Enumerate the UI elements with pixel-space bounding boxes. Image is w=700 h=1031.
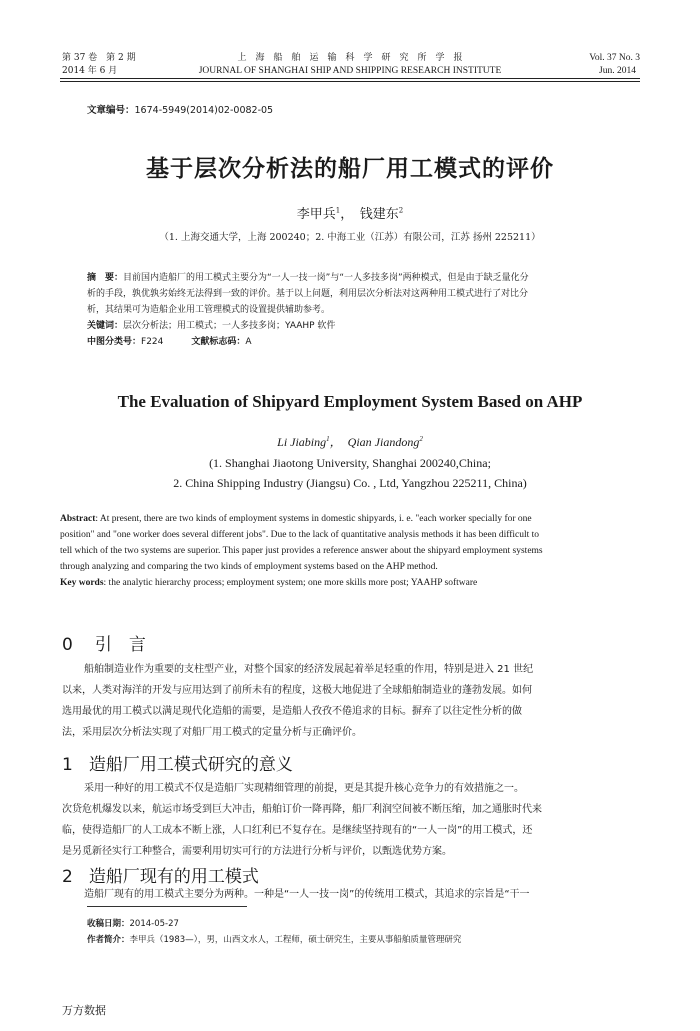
section-1-title: 造船厂用工模式研究的意义 [88,755,293,775]
footnote [87,916,647,948]
author-2-cn: 钱建东 [359,207,399,222]
section-0-title: 引 言 [94,635,146,655]
abstract-cn-label: 摘 要： [87,273,124,283]
section-2-number: 2 [62,867,73,887]
received-date: 2014-05-27 [129,919,179,929]
watermark-wanfang: 万方数据 [62,1004,106,1017]
section-1-line-3: 临，使得造船厂的人工成本不断上涨，人口红利已不复存在。是继续坚持现有的“一人一岗”的用工模式，还 [62,825,533,836]
header-date-cn: 2014 年 6 月 [62,66,118,76]
authors-cn [0,203,700,222]
section-0-line-1: 船舶制造业作为重要的支柱型产业，对整个国家的经济发展起着举足轻重的作用，特别是进入 21 世纪 [84,664,534,675]
abstract-cn-line-2: 析的手段，孰优孰劣始终无法得到一致的评价。基于以上问题，利用层次分析法对这两种用工模式进行了对比分 [87,289,529,299]
header-journal-en: JOURNAL OF SHANGHAI SHIP AND SHIPPING RESEARCH INSTITUTE [198,66,502,76]
author-bio: 李甲兵（1983—），男，山西文水人，工程师，硕士研究生，主要从事船舶质量管理研究 [129,935,462,945]
section-0-heading [62,630,146,655]
section-2-body [62,884,642,905]
section-1-number: 1 [62,755,73,775]
header-journal-cn: 上 海 船 舶 运 输 科 学 研 究 所 学 报 [237,53,463,63]
author-1-cn: 李甲兵 [296,207,336,222]
clc-value: F224 [141,337,164,347]
article-number [87,102,273,116]
section-1-body [62,778,642,862]
section-0-line-3: 选用最优的用工模式以满足现代化造船的需要，是造船人孜孜不倦追求的目标。摒弃了以往定性分析的做 [62,706,522,717]
keywords-cn: 层次分析法；用工模式；一人多技多岗；YAAHP 软件 [123,321,336,331]
doc-code-label: 文献标志码： [191,337,246,347]
author-bio-label: 作者简介： [87,935,130,945]
author-2-en-sup: 2 [419,435,423,443]
section-0-number: 0 [62,635,73,655]
authors-en [0,433,700,450]
article-number-value: 1674-5949(2014)02-0082-05 [134,105,274,116]
keywords-en: : the analytic hierarchy process; employment system; one more skills more post; YAAHP software [103,578,478,588]
abstract-en-line-3: tell which of the two systems are superior. This paper just provides a reference answer about the shipyard employment systems [60,546,543,556]
author-1-sup: 1 [335,206,341,215]
title-cn: 基于层次分析法的船厂用工模式的评价 [146,156,554,182]
abstract-en-line-2: position" and "one worker does several different jobs". Due to the lack of quantitative analysis methods it has been difficult to [60,530,540,540]
header-rule [60,78,640,79]
abstract-en-label: Abstract [60,514,96,524]
footnote-rule [87,906,247,907]
affiliation-en-line-2: 2. China Shipping Industry (Jiangsu) Co. , Ltd, Yangzhou 225211, China) [173,476,527,490]
clc-label: 中图分类号： [87,337,142,347]
section-1-line-4: 是另觅新径实行工种整合，需要利用切实可行的方法进行分析与评价，以甄选优势方案。 [62,846,452,857]
author-1-en-sup: 1 [326,435,330,443]
keywords-cn-label: 关键词： [87,321,124,331]
author-2-sup: 2 [398,206,404,215]
section-1-line-1: 采用一种好的用工模式不仅是造船厂实现精细管理的前提，更是其提升核心竞争力的有效措施之一。 [84,783,524,794]
abstract-cn-line-1: 目前国内造船厂的用工模式主要分为“一人一技一岗”与“一人多技多岗”两种模式，但是由于缺乏量化分 [123,273,529,283]
affiliation-cn: （1. 上海交通大学，上海 200240；2. 中海工业（江苏）有限公司，江苏 扬州 225211） [159,232,541,243]
author-2-en: Qian Jiandong [347,435,420,449]
section-2-line-1: 造船厂现有的用工模式主要分为两种。一种是“一人一技一岗”的传统用工模式，其追求的宗旨是“干一 [84,889,530,900]
title-en: The Evaluation of Shipyard Employment System Based on AHP [117,392,583,411]
author-separator: ， [340,207,360,222]
section-0-body [62,659,642,743]
section-0-line-4: 法，采用层次分析法实现了对船厂用工模式的定量分析与正确评价。 [62,727,362,738]
section-1-heading [62,750,293,775]
abstract-en-line-4: through analyzing and comparing the two kinds of employment systems based on the AHP method. [60,562,438,572]
received-label: 收稿日期： [87,919,130,929]
header-date-en: Jun. 2014 [599,66,636,76]
section-2-title: 造船厂现有的用工模式 [88,867,259,887]
section-1-line-2: 次贷危机爆发以来，航运市场受到巨大冲击，船舶订价一降再降，船厂利润空间被不断压缩，加之通胀时代来 [62,804,542,815]
header-volume-cn: 第 37 卷 第 2 期 [62,53,136,63]
article-number-label: 文章编号： [87,105,135,116]
abstract-en-line-1: : At present, there are two kinds of employment systems in domestic shipyards, i. e. "each worker specially for one [95,514,532,524]
author-en-separator: ， [329,435,348,449]
affiliation-en-line-1: (1. Shanghai Jiaotong University, Shanghai 200240,China; [209,456,491,470]
abstract-en [60,511,650,591]
doc-code-value: A [245,337,252,347]
header-volume-en: Vol. 37 No. 3 [589,53,640,63]
abstract-cn-line-3: 析，其结果可为造船企业用工管理模式的设置提供辅助参考。 [87,305,331,315]
abstract-cn [87,270,627,350]
header-rule-thin [60,81,640,82]
section-0-line-2: 以来，人类对海洋的开发与应用达到了前所未有的程度，这极大地促进了全球船舶制造业的蓬勃发展。如何 [62,685,532,696]
keywords-en-label: Key words [60,578,104,588]
author-1-en: Li Jiabing [277,435,327,449]
